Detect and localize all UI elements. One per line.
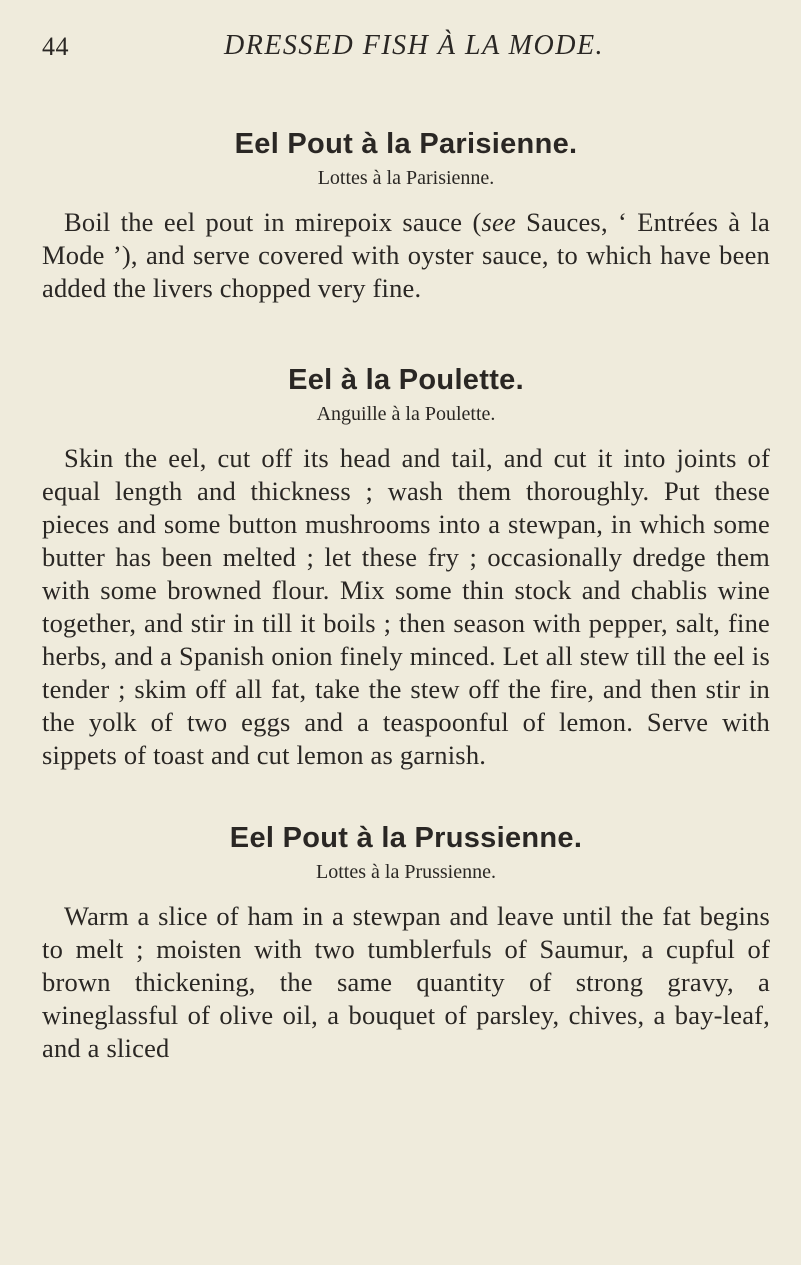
- recipe-body: [42, 442, 770, 772]
- recipe-heading: Eel Pout à la Prussienne.: [229, 822, 583, 854]
- recipe-body-italic: see: [481, 207, 516, 237]
- recipe-body-part: Sauces, ‘ Entrées à la Mode ’), and serve covered with oyster sauce, to which have been added the livers chopped very fine.: [42, 207, 770, 303]
- recipe-body-paragraph: Skin the eel, cut off its head and tail, and cut it into joints of equal length and thickness ; wash them thoroughly. Put these pieces and some button mushrooms into a stewpan, in which some butter has been melted ; let these fry ; occasionally dredge them with some browned flour. Mix some thin stock and chablis wine together, and stir in till it boils ; then season with pepper, salt, fine herbs, and a Spanish onion finely minced. Let all stew till the eel is tender ; skim off all fat, take the stew off the fire, and then stir in the yolk of two eggs and a teaspoonful of lemon. Serve with sippets of toast and cut lemon as garnish.: [42, 443, 770, 770]
- recipe-eel-pout-prussienne: [42, 822, 770, 1065]
- recipe-subheading: Lottes à la Parisienne.: [317, 167, 495, 189]
- running-title: DRESSED FISH À LA MODE.: [224, 30, 605, 61]
- recipe-eel-poulette: [42, 364, 770, 772]
- recipe-heading: Eel Pout à la Parisienne.: [234, 128, 578, 160]
- recipe-subheading: Anguille à la Poulette.: [316, 403, 496, 425]
- recipe-body-part: Boil the eel pout in mirepoix sauce (: [64, 207, 482, 237]
- page-number: 44: [42, 32, 69, 61]
- recipe-body: [42, 206, 770, 305]
- running-head: [0, 28, 801, 62]
- recipe-body-paragraph: Warm a slice of ham in a stewpan and leave until the fat begins to melt ; moisten with two tumblerfuls of Saumur, a cupful of brown thickening, the same quantity of strong gravy, a wineglassful of olive oil, a bouquet of parsley, chives, a bay-leaf, and a sliced: [42, 901, 770, 1063]
- recipe-subheading: Lottes à la Prussienne.: [316, 861, 496, 883]
- recipe-heading: Eel à la Poulette.: [288, 364, 524, 396]
- recipe-eel-pout-parisienne: [42, 128, 770, 305]
- recipe-body: [42, 900, 770, 1065]
